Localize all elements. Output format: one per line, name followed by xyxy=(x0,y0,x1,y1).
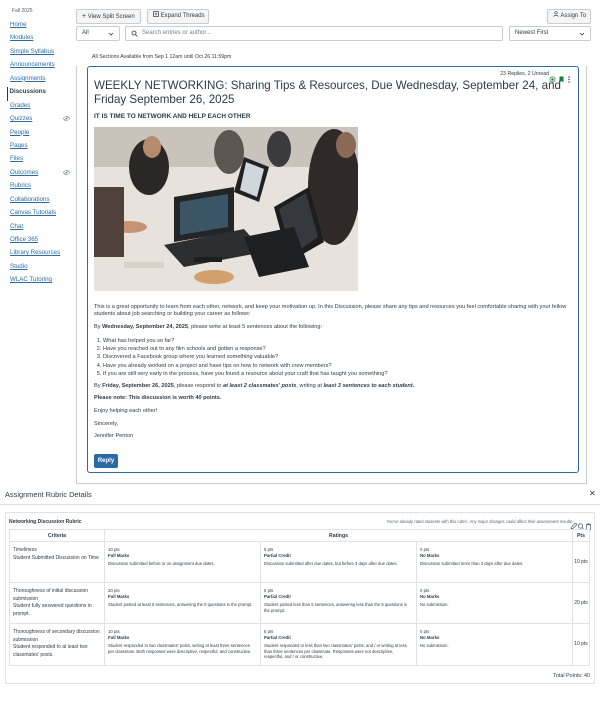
search-input[interactable] xyxy=(125,26,503,41)
rubric-panel-title: Assignment Rubric Details xyxy=(5,490,92,499)
fri-mid: , please respond to xyxy=(173,382,223,389)
rating-label: No Marks xyxy=(420,553,440,558)
sidebar-item-label: Assignments xyxy=(10,74,46,82)
sidebar-item-label: Files xyxy=(10,155,24,163)
filter-select[interactable] xyxy=(76,26,120,41)
rubric-name: Networking Discussion Rubric xyxy=(9,519,82,525)
rubric-row xyxy=(10,583,590,624)
sidebar-item-label: Announcements xyxy=(10,61,55,69)
signoff-line: Sincerely, xyxy=(94,420,119,427)
wednesday-instruction xyxy=(94,324,576,331)
rubric-header-row xyxy=(10,530,590,542)
rating-option[interactable] xyxy=(261,624,417,665)
fri-date: Friday, September 26, 2025 xyxy=(102,382,174,389)
question-item: 1. What has helped you so far? xyxy=(103,337,576,345)
sidebar-item-label: Outcomes xyxy=(10,168,39,176)
sidebar-item-assignments[interactable] xyxy=(10,74,70,87)
rating-description: Student posted at least 5 sentences, answering the 5 questions in the prompt. xyxy=(108,602,253,607)
sidebar-item-canvas-tutorials[interactable] xyxy=(10,208,70,221)
criteria-header: Criteria xyxy=(10,530,105,542)
rating-description: Student responded to two classmates' posts, writing at least three sentences per classmate. Both responses were descriptive, respectful, and constructive. xyxy=(108,643,252,654)
chevron-down-icon xyxy=(108,30,114,43)
rating-option[interactable] xyxy=(417,624,572,665)
rubric-row xyxy=(10,542,590,583)
rating-description: No submission. xyxy=(420,643,449,648)
view-split-screen-button[interactable] xyxy=(76,9,141,24)
criterion-title: Thoroughness of secondary discussion submission xyxy=(13,629,100,643)
sidebar-item-chat[interactable] xyxy=(10,222,70,235)
thread-border-right xyxy=(586,66,587,484)
rating-label: Partial Credit xyxy=(264,553,291,558)
eye-slash-icon xyxy=(63,169,70,174)
points-note xyxy=(94,395,576,402)
sidebar-item-quizzes[interactable] xyxy=(10,114,70,127)
sidebar-item-label: Studio xyxy=(10,262,28,270)
sidebar-item-modules[interactable] xyxy=(10,33,70,46)
ratings-cell xyxy=(105,624,573,666)
rating-description: No submission. xyxy=(420,602,449,607)
rating-points: 5 pts xyxy=(264,588,274,593)
term-label: Fall 2025 xyxy=(12,8,33,14)
fri-emphasis-1: at least 2 classmates' posts xyxy=(222,382,297,389)
sort-select-value: Newest First xyxy=(515,30,549,36)
rating-label: Full Marks xyxy=(108,594,130,599)
criterion-points: 10 pts xyxy=(573,624,590,666)
rubric-table xyxy=(9,529,590,666)
ratings-cell xyxy=(105,583,573,624)
sidebar-item-outcomes[interactable] xyxy=(10,168,70,181)
rating-points: 10 pts xyxy=(108,629,120,634)
assign-to-button[interactable] xyxy=(547,9,591,24)
wed-prefix: By xyxy=(94,323,103,330)
sidebar-item-label: Modules xyxy=(10,34,34,42)
rating-points: 20 pts xyxy=(108,588,120,593)
sidebar-item-discussions[interactable] xyxy=(7,87,67,100)
sidebar-item-library-resources[interactable] xyxy=(10,248,70,261)
rating-label: Partial Credit xyxy=(264,594,291,599)
sidebar-item-label: Pages xyxy=(10,141,28,149)
sidebar-item-label: Simple Syllabus xyxy=(10,47,55,55)
topic-title: WEEKLY NETWORKING: Sharing Tips & Resources, Due Wednesday, September 24, and Friday September 26, 2025 xyxy=(94,79,561,106)
ratings-cell xyxy=(105,542,573,583)
intro-paragraph: This is a great opportunity to learn from each other, network, and keep your motivation up. In this Discussion, please share any tips and resources you feel comfortable sharing with your fellow students about job searching or building your career as follows: xyxy=(94,304,567,318)
discussion-topic-card xyxy=(87,66,579,473)
rubric-warning: You've already rated students with this rubric. Any major changes could affect their assessment results. xyxy=(386,519,573,524)
expand-threads-label: Expand Threads xyxy=(160,13,205,19)
sidebar-item-label: Chat xyxy=(10,222,24,230)
eye-slash-icon xyxy=(63,115,70,120)
networking-photo xyxy=(94,127,358,291)
sort-select[interactable] xyxy=(509,26,591,41)
criterion-description: Student fully answered questions in prompt. xyxy=(13,603,92,617)
rating-points: 5 pts xyxy=(264,629,274,634)
sidebar-item-office-365[interactable] xyxy=(10,235,70,248)
rating-description: Discussion submitted more than 3 days after due dates. xyxy=(420,561,524,566)
sidebar-item-label: WLAC Tutoring xyxy=(10,276,52,284)
rating-option[interactable] xyxy=(105,542,261,582)
wed-suffix: , please write at least 5 sentences about the following: xyxy=(188,323,323,330)
rating-label: Partial Credit xyxy=(264,635,291,640)
pts-header: Pts xyxy=(573,530,590,542)
thread-border-left xyxy=(76,66,77,483)
closing-line: Enjoy helping each other! xyxy=(94,408,158,415)
sidebar-item-label: Collaborations xyxy=(10,195,50,203)
question-list xyxy=(94,337,576,379)
fri-emphasis-2: least 3 sentences to each student. xyxy=(323,382,415,389)
search-icon xyxy=(131,30,138,43)
search-placeholder: Search entries or author... xyxy=(142,30,212,36)
plus-icon: + xyxy=(82,13,87,20)
criterion-title: Thoroughness of initial discussion submission xyxy=(13,588,89,602)
availability-text: All Sections Available from Sep 1 12am until Oct 26 11:59pm xyxy=(92,54,232,60)
sidebar-item-home[interactable] xyxy=(10,20,70,33)
rating-description: Student responded to less than two classmates' posts, and / or writing at less than three sentences per classmate. Responses were not descriptive, respectful, and / or constructive. xyxy=(264,643,407,660)
sidebar-item-label: Home xyxy=(10,21,27,28)
author-name: Jennifer Penton xyxy=(94,433,134,440)
sidebar-item-files[interactable] xyxy=(10,154,70,167)
close-icon[interactable]: ✕ xyxy=(589,489,596,498)
rating-label: Full Marks xyxy=(108,635,130,640)
rating-points: 0 pts xyxy=(420,588,430,593)
sidebar-item-wlac-tutoring[interactable] xyxy=(10,275,70,288)
rating-option[interactable] xyxy=(261,583,417,623)
expand-threads-button[interactable] xyxy=(147,9,209,24)
rating-description: Discussion submitted after due dates, but before 3 days after due dates. xyxy=(264,561,398,566)
chevron-down-icon xyxy=(579,30,585,43)
rating-option[interactable] xyxy=(105,583,261,623)
rubric-row xyxy=(10,624,590,666)
sidebar-item-label: Office 365 xyxy=(10,236,39,243)
topic-subtitle: IT IS TIME TO NETWORK AND HELP EACH OTHER xyxy=(94,113,251,120)
question-item: 2. Have you reached out to any film schools and gotten a response? xyxy=(103,345,576,353)
rating-points: 0 pts xyxy=(420,629,430,634)
rating-description: Student posted less than 5 sentences, answering less than the 5 questions in the prompt. xyxy=(264,602,408,613)
rubric-container xyxy=(5,512,595,684)
sidebar-item-label: Library Resources xyxy=(10,249,61,257)
sidebar-item-label: Rubrics xyxy=(10,182,31,190)
criterion-points: 20 pts xyxy=(573,583,590,624)
rating-option[interactable] xyxy=(105,624,261,665)
rating-points: 5 pts xyxy=(264,547,274,552)
assign-to-label: Assign To xyxy=(560,13,587,19)
ratings-header: Ratings xyxy=(105,530,573,542)
course-navigation xyxy=(10,20,70,289)
total-points: Total Points: 40 xyxy=(553,673,590,679)
sidebar-item-pages[interactable] xyxy=(10,141,70,154)
fri-mid-2: , writing at xyxy=(296,382,324,389)
sidebar-item-label: Quizzes xyxy=(10,115,33,123)
rating-label: Full Marks xyxy=(108,553,130,558)
rating-points: 10 pts xyxy=(108,547,120,552)
rubric-divider xyxy=(0,504,600,505)
criterion-cell xyxy=(10,583,105,624)
criterion-description: Student Submitted Discussion on Time xyxy=(13,554,99,561)
rating-description: Discussion submitted before or on assignment due dates. xyxy=(108,561,215,566)
rating-option[interactable] xyxy=(417,583,572,623)
rating-label: No Marks xyxy=(420,594,440,599)
reply-count: 23 Replies, 2 Unread xyxy=(500,71,549,77)
friday-instruction xyxy=(94,383,576,390)
criterion-points: 10 pts xyxy=(573,542,590,583)
fri-prefix: By xyxy=(94,382,103,389)
question-item: 3. Discovered a Facebook group where you learned something valuable? xyxy=(103,353,576,361)
filter-select-value: All xyxy=(82,30,89,36)
sidebar-item-people[interactable] xyxy=(10,128,70,141)
rubric-body xyxy=(10,542,590,666)
thread-border-bottom xyxy=(76,483,586,484)
question-item: 4. Have you already worked on a project and have tips on how to network with crew members? xyxy=(103,362,576,370)
rating-option[interactable] xyxy=(261,542,417,582)
criterion-title: Timeliness xyxy=(13,547,37,553)
sidebar-item-simple-syllabus[interactable] xyxy=(10,47,70,60)
criterion-cell xyxy=(10,542,105,583)
reply-button[interactable]: Reply xyxy=(94,454,118,468)
rating-points: 0 pts xyxy=(420,547,430,552)
points-note-text: Please note: This discussion is worth 40 points. xyxy=(94,395,222,402)
rating-label: No Marks xyxy=(420,635,440,640)
expand-icon xyxy=(153,13,161,19)
question-item: 5. If you are still very early in the process, have you found a resource about your craft that has taught you something? xyxy=(103,370,576,378)
course-sidebar xyxy=(0,0,72,480)
sidebar-item-studio[interactable] xyxy=(10,262,70,275)
topic-body xyxy=(94,304,576,446)
criterion-description: Student responded to at least two classmates' posts. xyxy=(13,644,88,658)
view-split-screen-label: View Split Screen xyxy=(87,14,135,20)
sidebar-item-label: Grades xyxy=(10,101,31,109)
criterion-cell xyxy=(10,624,105,666)
sidebar-item-label: Canvas Tutorials xyxy=(10,209,57,217)
sidebar-item-label: People xyxy=(10,128,30,136)
rating-option[interactable] xyxy=(417,542,572,582)
sidebar-item-rubrics[interactable] xyxy=(10,181,70,194)
sidebar-item-announcements[interactable] xyxy=(10,60,70,73)
wed-date: Wednesday, September 24, 2025 xyxy=(102,323,189,330)
sidebar-item-collaborations[interactable] xyxy=(10,195,70,208)
sidebar-item-label: Discussions xyxy=(9,88,46,96)
sidebar-item-grades[interactable] xyxy=(10,101,70,114)
